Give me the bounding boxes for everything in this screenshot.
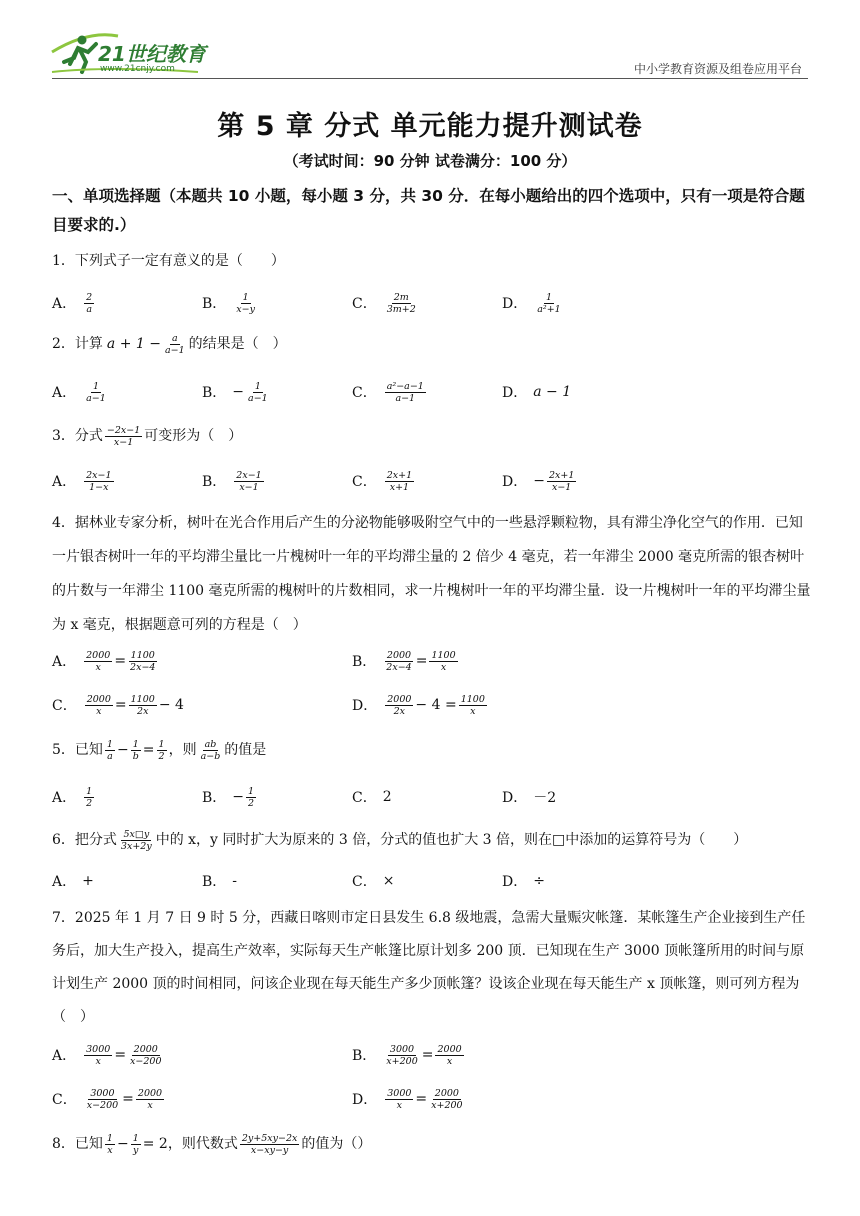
header-divider xyxy=(52,78,808,79)
question-4-options-row2 xyxy=(52,692,812,718)
option-a[interactable]: A． $\frac{3000}{x}$ = $\frac{2000}{x-200}$ xyxy=(52,1043,162,1067)
question-4-options-row1 xyxy=(52,648,812,674)
option-b[interactable]: B． $\frac{2000}{2x-4}$ = $\frac{1100}{x}$ xyxy=(352,649,456,673)
page-header xyxy=(0,0,860,80)
question-7-options-row2 xyxy=(52,1086,812,1112)
option-d[interactable]: D． ÷ xyxy=(502,873,545,890)
question-8: 8．已知 $\frac{1}{x}$ − $\frac{1}{y}$ = 2，则代数式 $\frac{2y+5xy-2x}{x-xy-y}$ 的值为（） xyxy=(52,1133,372,1156)
option-c[interactable]: C． $\frac{3000}{x-200}$ = $\frac{2000}{x}$ xyxy=(52,1087,163,1111)
option-c[interactable]: C． $\frac{2000}{x}$ = $\frac{1100}{2x}$ − 4 xyxy=(52,693,184,717)
option-b[interactable]: B． $\frac{2x-1}{x-1}$ xyxy=(202,469,262,493)
platform-name: 中小学教育资源及组卷应用平台 xyxy=(633,62,802,76)
exam-info: （考试时间：90 分钟 试卷满分：100 分） xyxy=(283,152,577,170)
question-2: 2．计算 a + 1 − $\frac{a}{a-1}$ 的结果是（ ） xyxy=(52,333,287,356)
question-6: 6．把分式 $\frac{5x□y}{3x+2y}$ 中的 x，y 同时扩大为原来的 3 倍，分式的值也扩大 3 倍，则在□中添加的运算符号为（ ） xyxy=(52,829,748,852)
option-d[interactable]: D． $\frac{2000}{2x}$ − 4 = $\frac{1100}{x}$ xyxy=(352,693,485,717)
option-c[interactable]: C． × xyxy=(352,873,395,890)
question-5: 5．已知 $\frac{1}{a}$ − $\frac{1}{b}$ = $\frac{1}{2}$ ，则 $\frac{ab}{a-b}$ 的值是 xyxy=(52,739,267,762)
section-heading: 一、单项选择题（本题共 10 小题，每小题 3 分，共 30 分．在每小题给出的四个选项中，只有一项是符合题目要求的.） xyxy=(52,187,805,234)
option-b[interactable]: B． − $\frac{1}{a-1}$ xyxy=(202,380,268,404)
option-a[interactable]: A． $\frac{1}{a-1}$ xyxy=(52,380,106,404)
question-1: 1．下列式子一定有意义的是（ ） xyxy=(52,253,285,269)
option-b[interactable]: B． - xyxy=(202,873,238,890)
question-3: 3．分式 $\frac{-2x-1}{x-1}$ 可变形为（ ） xyxy=(52,425,243,448)
option-a[interactable]: A． $\frac{2000}{x}$ = $\frac{1100}{2x-4}$ xyxy=(52,649,156,673)
option-d[interactable]: D． − $\frac{2x+1}{x-1}$ xyxy=(502,469,575,493)
question-6-options xyxy=(52,868,812,894)
page-title: 第 5 章 分式 单元能力提升测试卷 xyxy=(217,111,643,142)
option-a[interactable]: A． $\frac{2x-1}{1-x}$ xyxy=(52,469,112,493)
question-7-options-row1 xyxy=(52,1042,812,1068)
logo-text: 21世纪教育 xyxy=(98,42,206,66)
option-b[interactable]: B． − $\frac{1}{2}$ xyxy=(202,785,255,809)
question-5-options xyxy=(52,784,812,810)
option-b[interactable]: B． $\frac{3000}{x+200}$ = $\frac{2000}{x}$ xyxy=(352,1043,462,1067)
option-d[interactable]: D． －2 xyxy=(502,790,557,806)
option-c[interactable]: C． $\frac{2m}{3m+2}$ xyxy=(352,291,416,315)
question-7: 7．2025 年 1 月 7 日 9 时 5 分，西藏日喀则市定日县发生 6.8 级地震，急需大量赈灾帐篷．某帐篷生产企业接到生产任务后，加大生产投入，提高生产效率，实际每天生产帐篷比原计划多 200 顶．已知现在生产 3000 顶帐篷所用的时间与原计划生产 2000 顶的时间相同，问该企业现在每天能生产多少顶帐篷？设该企业现在每天能生产 x 顶帐篷，则可列方程为（ ） xyxy=(52,910,806,1025)
option-c[interactable]: C． $\frac{\text{a²−a−1}}{a-1}$ xyxy=(352,380,424,404)
option-c[interactable]: C． $\frac{2x+1}{x+1}$ xyxy=(352,469,413,493)
question-1-options xyxy=(52,290,812,316)
question-4: 4．据林业专家分析，树叶在光合作用后产生的分泌物能够吸附空气中的一些悬浮颗粒物，具有滞尘净化空气的作用．已知一片银杏树叶一年的平均滞尘量比一片槐树叶一年的平均滞尘量的 2 倍少 4 毫克，若一年滞尘 2000 毫克所需的银杏树叶的片数与一年滞尘 1100 毫克所需的槐树叶的片数相同，求一片槐树叶一年的平均滞尘量．设一片槐树叶一年的平均滞尘量为 x 毫克，根据题意可列的方程是（ ） xyxy=(52,515,811,633)
question-2-options xyxy=(52,379,812,405)
question-3-options xyxy=(52,468,812,494)
option-a[interactable]: A． + xyxy=(52,873,94,890)
option-d[interactable]: D． $\frac{1}{\text{a²+1}}$ xyxy=(502,291,561,315)
logo-url: www.21cnjy.com xyxy=(100,64,175,74)
option-a[interactable]: A． $\frac{1}{2}$ xyxy=(52,785,93,809)
option-b[interactable]: B． $\frac{1}{x-y}$ xyxy=(202,291,255,315)
option-d[interactable]: D． a − 1 xyxy=(502,384,572,401)
option-c[interactable]: C． 2 xyxy=(352,789,392,806)
option-d[interactable]: D． $\frac{3000}{x}$ = $\frac{2000}{x+200}$ xyxy=(352,1087,463,1111)
option-a[interactable]: A． $\frac{2}{a}$ xyxy=(52,291,93,315)
